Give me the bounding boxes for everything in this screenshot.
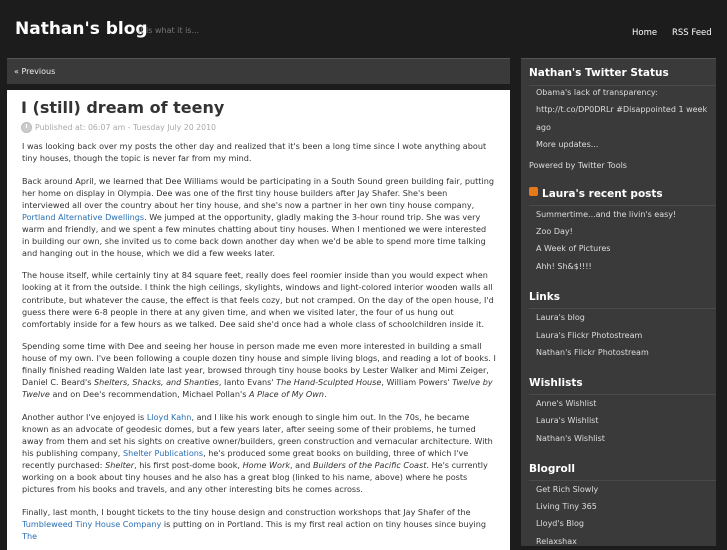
previous-post-link[interactable]: « Previous [14, 67, 56, 76]
tweet-text: Obama's lack of transparency: [536, 88, 658, 97]
blogroll-link[interactable]: Lloyd's Blog [536, 519, 584, 528]
sidebar [521, 58, 716, 546]
nav-rss-feed-link[interactable]: RSS Feed [672, 28, 712, 38]
blogroll-heading: Blogroll [529, 463, 575, 475]
powered-by: Powered by Twitter Tools [529, 161, 627, 170]
divider [529, 394, 716, 395]
post-navigation-bar [7, 58, 510, 84]
blogroll-link[interactable]: Relaxshax [536, 537, 577, 546]
nav-home-link[interactable]: Home [632, 28, 658, 38]
site-title[interactable]: Nathan's blog [15, 19, 148, 39]
recent-post-link[interactable]: Zoo Day! [536, 227, 573, 236]
links-heading: Links [529, 291, 560, 303]
recent-post-link[interactable]: A Week of Pictures [536, 244, 611, 253]
paragraph: I was looking back over my posts the other day and realized that it's been a long time since I wote anything about tiny houses, though the topic is never far from my mind. [22, 141, 487, 164]
recent-post-link[interactable]: Ahh! Sh&$!!!! [536, 262, 592, 271]
clock-icon [21, 122, 32, 133]
paragraph: The house itself, while certainly tiny at 84 square feet, really does feel roomier inside than you would expect when looking at it from the outside. I think the high ceilings, skylights, windows and light-colored interior wooden walls all contribute, but whatever the cause, the effect is that feels cozy, but not cramped. On the day of the open house, I'd guess there were 6-8 people in there at any given time, and when we visited later, the four of us hung out comfortably inside for a few hours as we talked. Dee said she'd once had a whole class of schoolchildren inside it. [22, 270, 494, 329]
paragraph: Back around April, we learned that Dee Williams would be participating in a South Sound green building fair, putting her home on display in Olympia. Dee was one of the first tiny house builders after Jay Shafer. She's been interviewed all over the country about her tiny house, and she's now a partner in her own tiny house company, Portland Alternative Dwellings. We jumped at the opportunity, gladly making the 3-hour round trip. She was very warm and friendly, and we spent a few minutes chatting about tiny houses. When I mentioned we were interested in building our own, she invited us to come back down another day when we'd be able to spend more time talking and hanging out in the house, which we did a few weeks later. [22, 175, 494, 258]
link-item[interactable]: Nathan's Flickr Photostream [536, 348, 649, 357]
divider [529, 308, 716, 309]
portland-alternative-dwellings-link[interactable]: Portland Alternative Dwellings [22, 211, 145, 222]
post-date: Published at: 06:07 am - Tuesday July 20 2010 [35, 123, 216, 132]
site-header [0, 0, 727, 58]
shelter-publications-link[interactable]: Shelter Publications [122, 448, 204, 459]
post-title: I (still) dream of teeny [21, 98, 225, 117]
divider [529, 480, 716, 481]
link-item[interactable]: Laura's Flickr Photostream [536, 331, 643, 340]
site-tagline: It is what it is... [138, 26, 200, 35]
more-updates-link[interactable]: More updates... [536, 140, 599, 149]
post-meta [21, 122, 216, 133]
paragraph: Finally, last month, I bought tickets to the tiny house design and construction workshops that Jay Shafer of the Tumbleweed Tiny House Company is putting on in Portland. This is my first real action on tiny houses since buying The [22, 506, 486, 541]
twitter-heading: Nathan's Twitter Status [529, 67, 669, 79]
paragraph: Another author I've enjoyed is Lloyd Kahn, and I like his work enough to single him out. In the 70s, he became known as an advocate of geodesic domes, but a few years later, after seeing some of their problems, he turned away from them and set his sights on creative owner/builders, green construction and vernacular architecture. With his publishing company, Shelter Publications, he's produced some great books on building, three of which I've recently purchased: Shelter, his first post-dome book, Home Work, and Builders of the Pacific Coast. He's currently working on a book about tiny houses and he also has a great blog (linked to his name, above) where he posts pictures from his books and travels, and any other interesting bits he comes across. [22, 411, 493, 495]
link-item[interactable]: Laura's blog [536, 313, 585, 322]
divider [529, 85, 716, 86]
blogroll-link[interactable]: Get Rich Slowly [536, 485, 599, 494]
paragraph: Spending some time with Dee and seeing her house in person made me even more interested in building a small house of my own. I've been following a couple dozen tiny house and simple living blogs, and reading a lot of books. I finally finished reading Walden late last year, browsed through tiny house books by Lester Walker and Mimi Zeiger, Daniel C. Beard's Shelters, Shacks, and Shanties, Ianto Evans' The Hand-Sculpted House, William Powers' Twelve by Twelve and on Dee's recommendation, Michael Pollan's A Place of My Own. [22, 341, 496, 400]
post-content [7, 90, 510, 550]
tweet-link[interactable]: http://t.co/DP0DRLr #Disappointed 1 week [536, 105, 708, 114]
blogroll-link[interactable]: Living Tiny 365 [536, 502, 597, 511]
wishlist-link[interactable]: Anne's Wishlist [536, 399, 597, 408]
wishlists-heading: Wishlists [529, 377, 583, 389]
post-body [22, 140, 496, 550]
divider [529, 205, 716, 206]
book-link[interactable]: The [22, 530, 38, 541]
rss-icon[interactable] [529, 187, 538, 196]
wishlist-link[interactable]: Laura's Wishlist [536, 416, 599, 425]
wishlist-link[interactable]: Nathan's Wishlist [536, 434, 605, 443]
recent-post-link[interactable]: Summertime...and the livin's easy! [536, 210, 677, 219]
tweet-age: ago [536, 123, 551, 132]
lloyd-kahn-link[interactable]: Lloyd Kahn [146, 411, 192, 422]
tumbleweed-link[interactable]: Tumbleweed Tiny House Company [22, 518, 162, 529]
recent-posts-heading: Laura's recent posts [542, 188, 663, 200]
